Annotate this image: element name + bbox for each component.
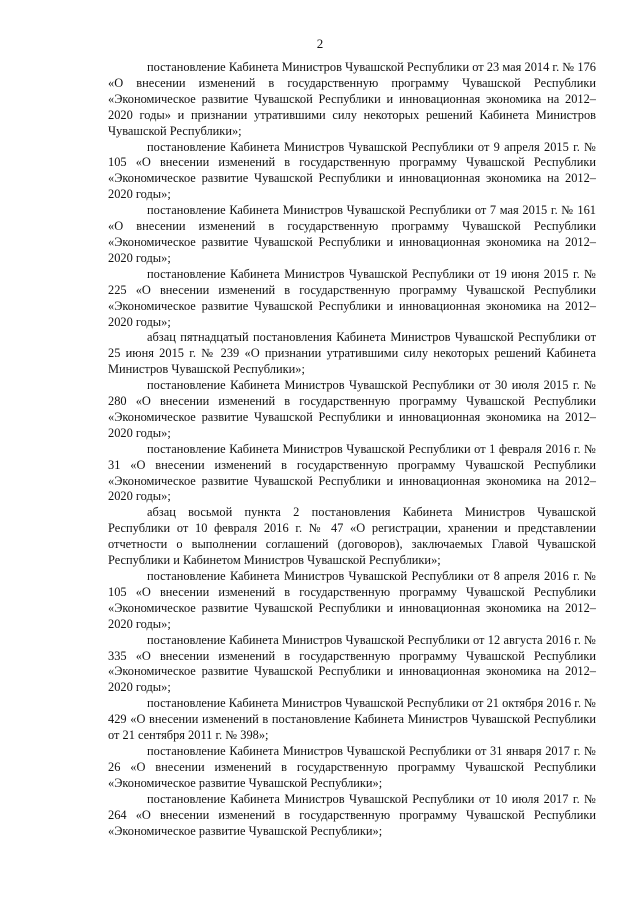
page-number: 2	[316, 36, 324, 51]
paragraph-13: постановление Кабинета Министров Чувашской Республики от 10 июля 2017 г. № 264 «О внесении изменений в государственную программу Чувашской Республики «Экономическое развитие Чувашской Республики»;	[108, 791, 596, 838]
paragraph-4: постановление Кабинета Министров Чувашской Республики от 19 июня 2015 г. № 225 «О внесении изменений в государственную программу Чувашской Республики «Экономическое развитие Чувашской Республики и инновационная экономика на 2012–2020 годы»;	[108, 266, 596, 329]
paragraph-1: постановление Кабинета Министров Чувашской Республики от 23 мая 2014 г. № 176 «О внесении изменений в государственную программу Чувашской Республики «Экономическое развитие Чувашской Республики и инновационная экономика на 2012–2020 годы» и признании утратившими силу некоторых решений Кабинета Министров Чувашской Республики»;	[108, 60, 596, 138]
paragraph-9: постановление Кабинета Министров Чувашской Республики от 8 апреля 2016 г. № 105 «О внесении изменений в государственную программу Чувашской Республики «Экономическое развитие Чувашской Республики и инновационная экономика на 2012–2020 годы»;	[108, 569, 596, 631]
paragraph-5: абзац пятнадцатый постановления Кабинета Министров Чувашской Республики от 25 июня 2015 г. № 239 «О признании утратившими силу некоторых решений Кабинета Министров Чувашской Республики»;	[108, 330, 596, 377]
document-body	[108, 60, 596, 839]
paragraph-11: постановление Кабинета Министров Чувашской Республики от 21 октября 2016 г. № 429 «О внесении изменений в постановление Кабинета Министров Чувашской Республики от 21 сентября 2011 г. № 398»;	[108, 696, 596, 743]
paragraph-12: постановление Кабинета Министров Чувашской Республики от 31 января 2017 г. № 26 «О внесении изменений в государственную программу Чувашской Республики «Экономическое развитие Чувашской Республики»;	[108, 743, 596, 790]
paragraph-7: постановление Кабинета Министров Чувашской Республики от 1 февраля 2016 г. № 31 «О внесении изменений в государственную программу Чувашской Республики «Экономическое развитие Чувашской Республики и инновационная экономика на 2012–2020 годы»;	[108, 441, 596, 504]
paragraph-3: постановление Кабинета Министров Чувашской Республики от 7 мая 2015 г. № 161 «О внесении изменений в государственную программу Чувашской Республики «Экономическое развитие Чувашской Республики и инновационная экономика на 2012–2020 годы»;	[108, 203, 596, 265]
paragraph-8: абзац восьмой пункта 2 постановления Кабинета Министров Чувашской Республики от 10 февраля 2016 г. № 47 «О регистрации, хранении и представлении отчетности о выполнении соглашений (договоров), заключаемых Главой Чувашской Республики и Кабинетом Министров Чувашской Республики»;	[108, 505, 596, 568]
paragraph-10: постановление Кабинета Министров Чувашской Республики от 12 августа 2016 г. № 335 «О внесении изменений в государственную программу Чувашской Республики «Экономическое развитие Чувашской Республики и инновационная экономика на 2012–2020 годы»;	[108, 632, 596, 695]
paragraph-6: постановление Кабинета Министров Чувашской Республики от 30 июля 2015 г. № 280 «О внесении изменений в государственную программу Чувашской Республики «Экономическое развитие Чувашской Республики и инновационная экономика на 2012–2020 годы»;	[108, 378, 596, 440]
paragraph-2: постановление Кабинета Министров Чувашской Республики от 9 апреля 2015 г. № 105 «О внесении изменений в государственную программу Чувашской Республики «Экономическое развитие Чувашской Республики и инновационная экономика на 2012–2020 годы»;	[108, 139, 596, 202]
